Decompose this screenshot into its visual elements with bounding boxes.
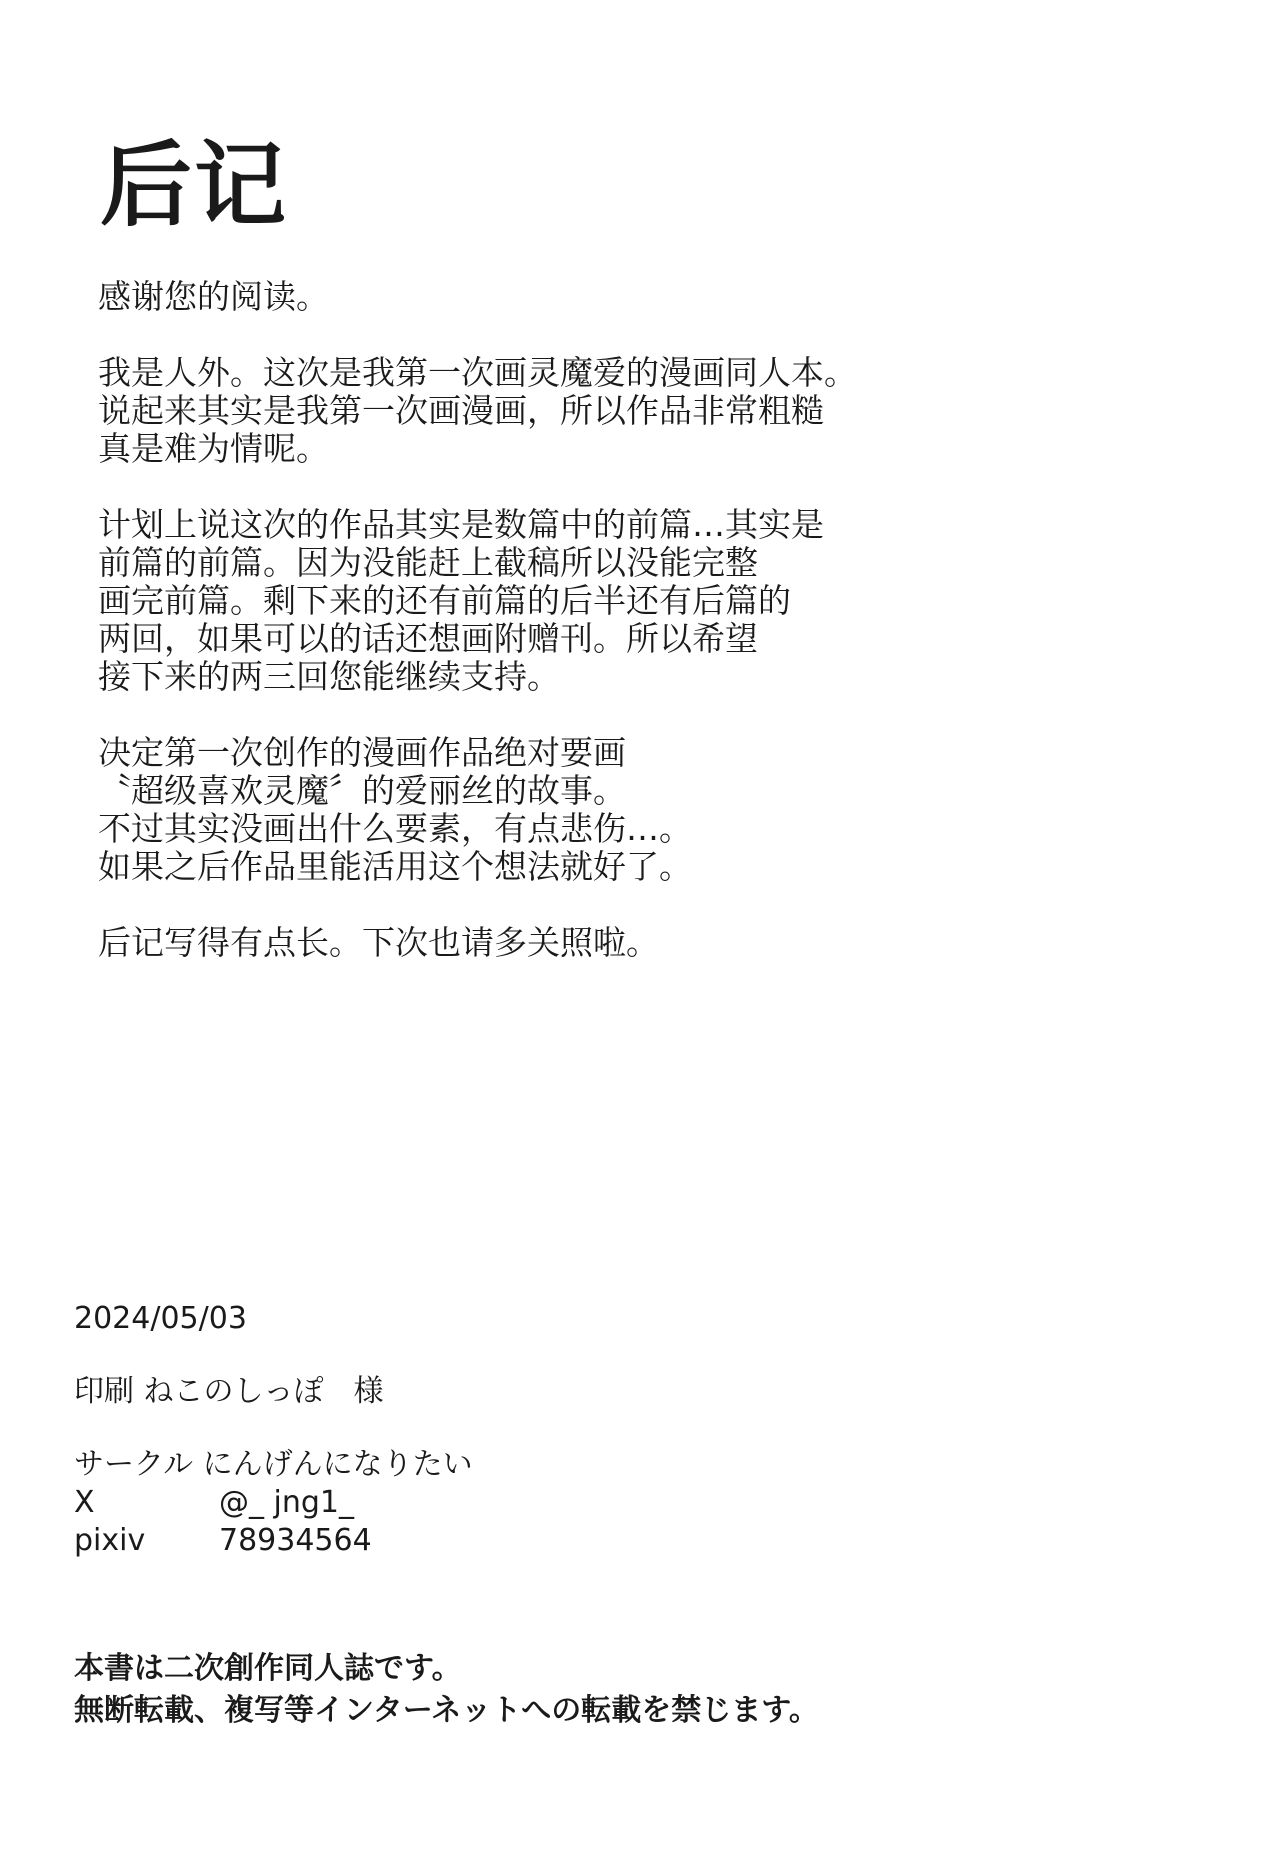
copyright-notice — [74, 1648, 1224, 1732]
pixiv-account-row — [74, 1522, 1174, 1560]
text-line: 接下来的两三回您能继续支持。 — [98, 657, 560, 696]
x-handle: @_ jng1_ — [219, 1485, 355, 1520]
paragraph — [98, 354, 1098, 468]
text-line: 计划上说这次的作品其实是数篇中的前篇…其实是 — [98, 505, 824, 544]
text-line: 画完前篇。剩下来的还有前篇的后半还有后篇的 — [98, 581, 791, 620]
paragraph — [98, 924, 1098, 962]
colophon — [74, 1300, 1174, 1560]
paragraph — [98, 734, 1098, 886]
text-line: 〝超级喜欢灵魔〞的爱丽丝的故事。 — [98, 771, 626, 810]
notice-line: 無断転載、複写等インターネットへの転載を禁じます。 — [74, 1693, 819, 1728]
text-line: 不过其实没画出什么要素，有点悲伤…。 — [98, 809, 692, 848]
text-line: 如果之后作品里能活用这个想法就好了。 — [98, 847, 692, 886]
page-title: 后记 — [100, 132, 289, 239]
text-line: 决定第一次创作的漫画作品绝对要画 — [98, 733, 626, 772]
publication-date: 2024/05/03 — [74, 1301, 247, 1336]
pixiv-id: 78934564 — [219, 1523, 372, 1558]
text-line: 我是人外。这次是我第一次画灵魔爱的漫画同人本。 — [98, 353, 857, 392]
printer-credit: 印刷 ねこのしっぽ 様 — [74, 1374, 384, 1409]
text-line: 说起来其实是我第一次画漫画，所以作品非常粗糙 — [98, 391, 824, 430]
pixiv-label: pixiv — [74, 1523, 146, 1558]
text-line: 前篇的前篇。因为没能赶上截稿所以没能完整 — [98, 543, 758, 582]
notice-line: 本書は二次創作同人誌です。 — [74, 1651, 462, 1686]
paragraph — [98, 278, 1098, 316]
x-account-row — [74, 1484, 1174, 1522]
afterword-body — [98, 278, 1098, 1000]
x-label: X — [74, 1485, 95, 1520]
text-line: 两回，如果可以的话还想画附赠刊。所以希望 — [98, 619, 758, 658]
circle-name: サークル にんげんになりたい — [74, 1447, 473, 1482]
text-line: 真是难为情呢。 — [98, 429, 329, 468]
text-line: 后记写得有点长。下次也请多关照啦。 — [98, 923, 659, 962]
paragraph — [98, 506, 1098, 696]
text-line: 感谢您的阅读。 — [98, 277, 329, 316]
